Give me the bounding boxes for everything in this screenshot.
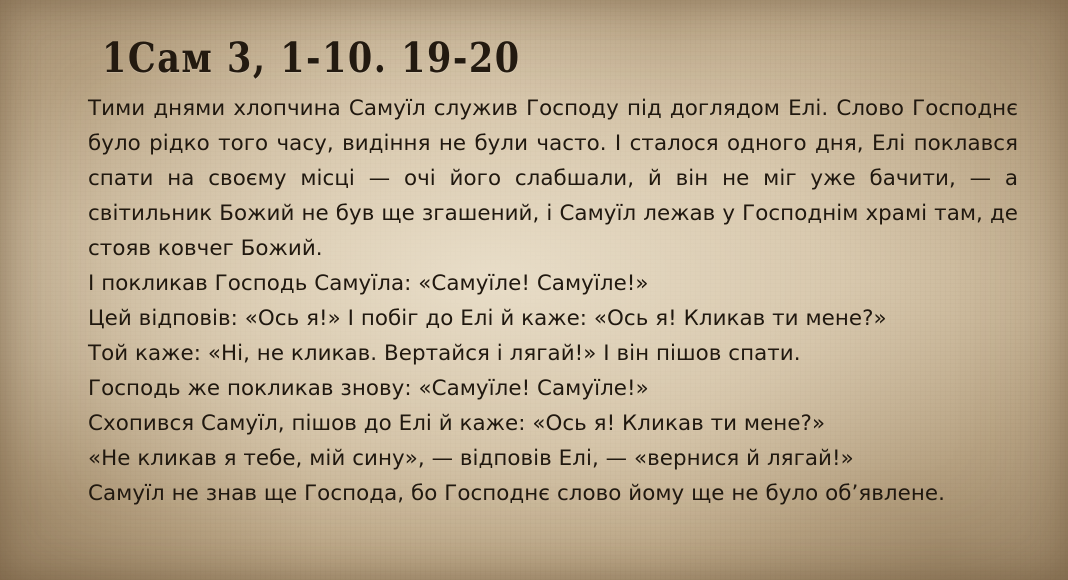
scripture-paragraph-8: Самуїл не знав ще Господа, бо Господнє слово йому ще не було об’явлене. <box>88 481 945 506</box>
scripture-paragraph-7: «Не кликав я тебе, мій сину», — відповів Елі, — «вернися й лягай!» <box>88 446 854 471</box>
scripture-reference-heading: 1Сам 3, 1-10. 19-20 <box>102 34 521 83</box>
scripture-paragraph-3: Цей відповів: «Ось я!» І побіг до Елі й каже: «Ось я! Кликав ти мене?» <box>88 306 887 331</box>
scripture-paragraph-5: Господь же покликав знову: «Самуїле! Самуїле!» <box>88 376 649 401</box>
scripture-paragraph-2: І покликав Господь Самуїла: «Самуїле! Самуїле!» <box>88 271 649 296</box>
scripture-paragraph-4: Той каже: «Ні, не кликав. Вертайся і лягай!» І він пішов спати. <box>88 341 801 366</box>
scripture-paragraph-6: Схопився Самуїл, пішов до Елі й каже: «Ось я! Кликав ти мене?» <box>88 411 826 436</box>
scripture-paragraph-1: Тими днями хлопчина Самуїл служив Господу під доглядом Елі. Слово Господнє було рідко того часу, видіння не були часто. І сталося одного дня, Елі поклався спати на своєму місці — очі його слабшали, й він не міг уже бачити, — а світильник Божий не був ще згашений, і Самуїл лежав у Господнім храмі там, де стояв ковчег Божий. <box>88 96 1018 261</box>
scripture-body <box>88 91 1018 511</box>
